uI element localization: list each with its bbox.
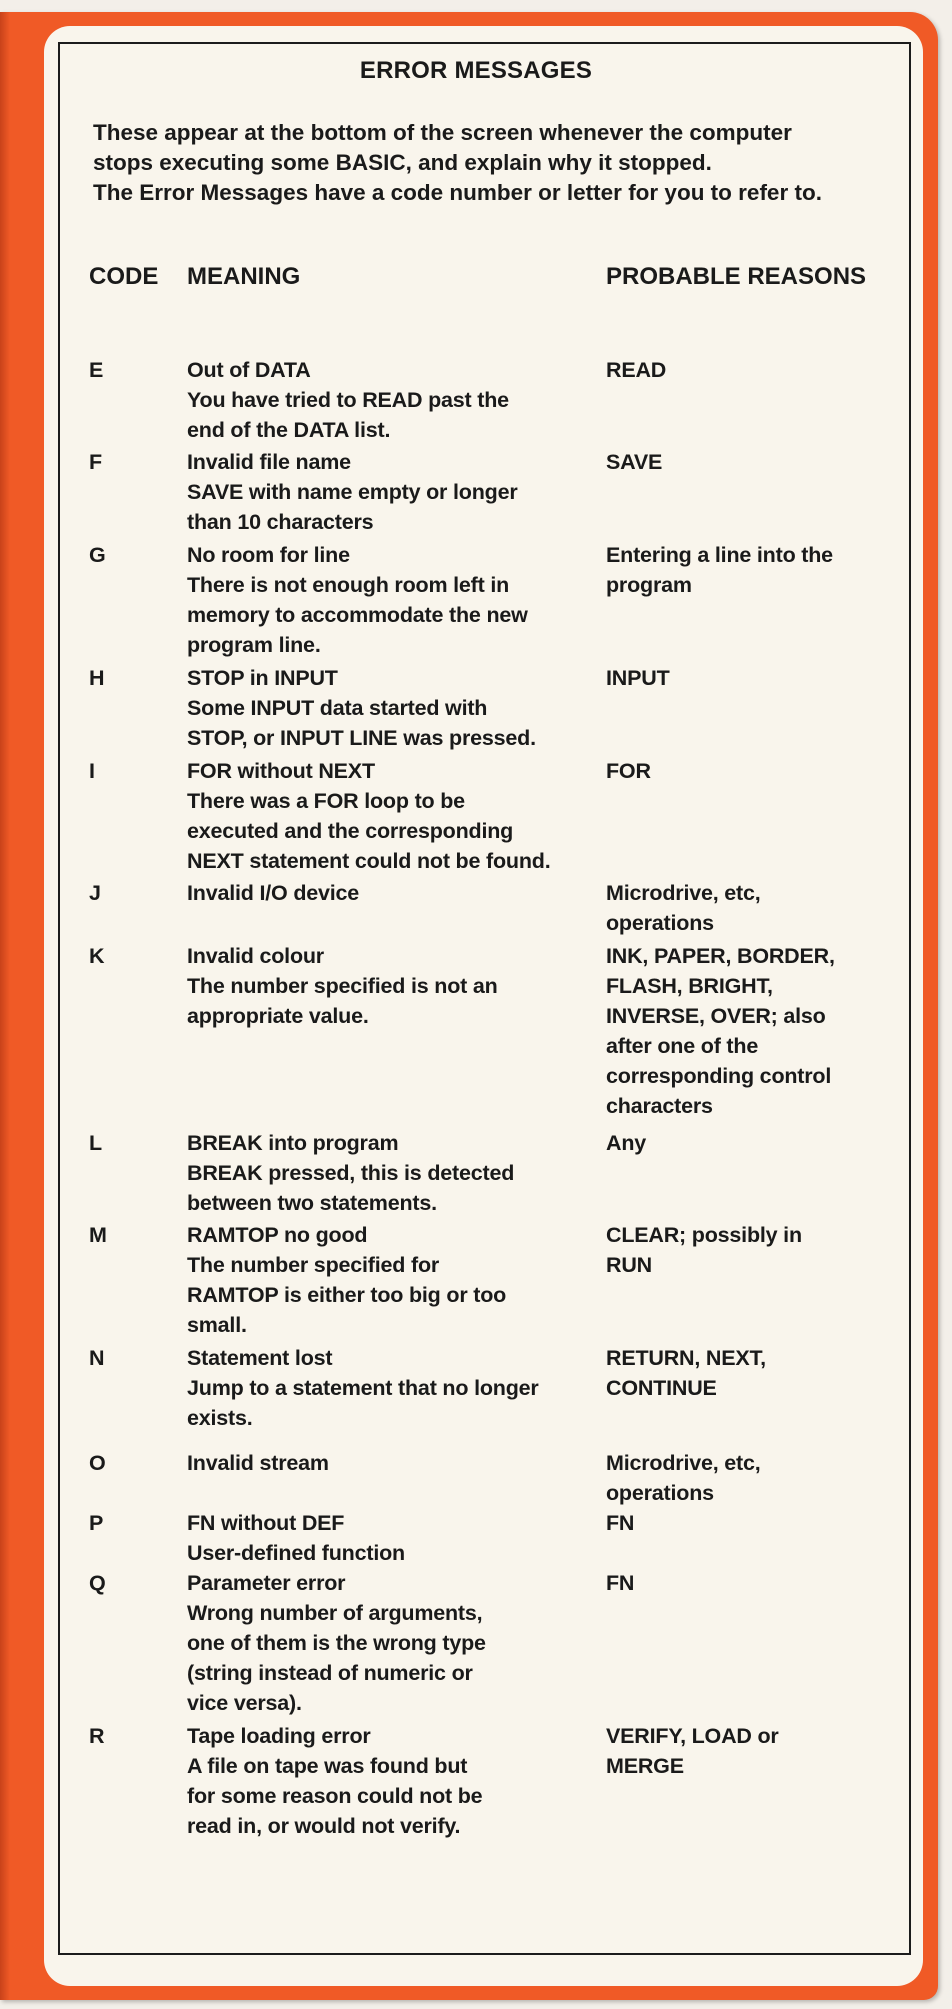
- meaning-line: program line.: [187, 633, 321, 657]
- error-code: Q: [89, 1571, 106, 1595]
- reason-line: INPUT: [606, 666, 670, 690]
- error-meaning: [187, 1508, 597, 1568]
- meaning-line: STOP in INPUT: [187, 666, 338, 690]
- reason-line: INK, PAPER, BORDER,: [606, 944, 835, 968]
- error-meaning: [187, 1448, 597, 1478]
- meaning-line: Some INPUT data started with: [187, 696, 488, 720]
- meaning-line: There is not enough room left in: [187, 573, 510, 597]
- meaning-line: Out of DATA: [187, 358, 311, 382]
- error-code: L: [89, 1131, 103, 1155]
- reason-line: CLEAR; possibly in: [606, 1223, 802, 1247]
- reason-line: Microdrive, etc,: [606, 881, 761, 905]
- intro-line: stops executing some BASIC, and explain why it stopped.: [93, 150, 712, 175]
- reason-line: FN: [606, 1571, 635, 1595]
- reason-line: after one of the: [606, 1034, 759, 1058]
- meaning-line: There was a FOR loop to be: [187, 789, 465, 813]
- error-reasons: [606, 540, 916, 600]
- reason-line: FOR: [606, 759, 651, 783]
- error-reasons: [606, 1508, 916, 1538]
- meaning-line: BREAK pressed, this is detected: [187, 1161, 515, 1185]
- intro-line: The Error Messages have a code number or letter for you to refer to.: [93, 180, 822, 205]
- reason-line: FLASH, BRIGHT,: [606, 974, 773, 998]
- meaning-line: The number specified for: [187, 1253, 440, 1277]
- meaning-line: Invalid I/O device: [187, 881, 360, 905]
- error-meaning: [187, 1128, 597, 1218]
- reason-line: Microdrive, etc,: [606, 1451, 761, 1475]
- error-code: M: [89, 1223, 107, 1247]
- error-meaning: [187, 540, 597, 660]
- error-meaning: [187, 1721, 597, 1841]
- error-code: H: [89, 666, 105, 690]
- reason-line: READ: [606, 358, 667, 382]
- meaning-line: than 10 characters: [187, 510, 374, 534]
- meaning-line: Invalid stream: [187, 1451, 329, 1475]
- intro-paragraph: [93, 118, 913, 208]
- meaning-line: RAMTOP is either too big or too: [187, 1283, 507, 1307]
- meaning-line: SAVE with name empty or longer: [187, 480, 518, 504]
- error-meaning: [187, 447, 597, 537]
- error-meaning: [187, 941, 597, 1031]
- reason-line: Any: [606, 1131, 647, 1155]
- header-meaning: MEANING: [187, 263, 301, 290]
- error-reasons: [606, 1568, 916, 1598]
- error-code: J: [89, 881, 101, 905]
- meaning-line: RAMTOP no good: [187, 1223, 368, 1247]
- error-meaning: [187, 1343, 597, 1433]
- error-code: G: [89, 543, 106, 567]
- meaning-line: FN without DEF: [187, 1511, 345, 1535]
- meaning-line: read in, or would not verify.: [187, 1814, 461, 1838]
- meaning-line: Wrong number of arguments,: [187, 1601, 483, 1625]
- error-meaning: [187, 756, 597, 876]
- reason-line: program: [606, 573, 692, 597]
- meaning-line: appropriate value.: [187, 1004, 369, 1028]
- meaning-line: A file on tape was found but: [187, 1754, 468, 1778]
- error-code: P: [89, 1511, 104, 1535]
- error-code: N: [89, 1346, 105, 1370]
- meaning-line: memory to accommodate the new: [187, 603, 528, 627]
- meaning-line: Parameter error: [187, 1571, 346, 1595]
- error-meaning: [187, 878, 597, 908]
- meaning-line: User-defined function: [187, 1541, 405, 1565]
- error-code: F: [89, 450, 103, 474]
- meaning-line: for some reason could not be: [187, 1784, 483, 1808]
- error-reasons: [606, 1448, 916, 1508]
- meaning-line: Tape loading error: [187, 1724, 371, 1748]
- meaning-line: one of them is the wrong type: [187, 1631, 486, 1655]
- meaning-line: BREAK into program: [187, 1131, 399, 1155]
- meaning-line: No room for line: [187, 543, 350, 567]
- error-reasons: [606, 663, 916, 693]
- meaning-line: NEXT statement could not be found.: [187, 849, 551, 873]
- reason-line: RETURN, NEXT,: [606, 1346, 766, 1370]
- error-reasons: [606, 878, 916, 938]
- header-reasons: PROBABLE REASONS: [606, 263, 867, 290]
- meaning-line: STOP, or INPUT LINE was pressed.: [187, 726, 536, 750]
- reason-line: CONTINUE: [606, 1376, 717, 1400]
- error-meaning: [187, 663, 597, 753]
- meaning-line: Invalid file name: [187, 450, 351, 474]
- reason-line: RUN: [606, 1253, 652, 1277]
- header-code: CODE: [89, 263, 159, 290]
- meaning-line: The number specified is not an: [187, 974, 498, 998]
- reason-line: corresponding control: [606, 1064, 832, 1088]
- error-code: O: [89, 1451, 106, 1475]
- card-spine: [0, 12, 10, 2000]
- reason-line: operations: [606, 1481, 714, 1505]
- meaning-line: small.: [187, 1313, 247, 1337]
- error-code: I: [89, 759, 95, 783]
- meaning-line: Jump to a statement that no longer: [187, 1376, 539, 1400]
- reason-line: FN: [606, 1511, 635, 1535]
- error-code: R: [89, 1724, 105, 1748]
- meaning-line: vice versa).: [187, 1691, 302, 1715]
- error-reasons: [606, 355, 916, 385]
- intro-line: These appear at the bottom of the screen whenever the computer: [93, 120, 792, 145]
- reason-line: operations: [606, 911, 714, 935]
- meaning-line: exists.: [187, 1406, 253, 1430]
- meaning-line: You have tried to READ past the: [187, 388, 509, 412]
- reason-line: MERGE: [606, 1754, 684, 1778]
- error-code: K: [89, 944, 105, 968]
- error-reasons: [606, 1220, 916, 1280]
- meaning-line: executed and the corresponding: [187, 819, 514, 843]
- error-code: E: [89, 358, 104, 382]
- error-reasons: [606, 447, 916, 477]
- error-meaning: [187, 1568, 597, 1718]
- error-reasons: [606, 941, 916, 1121]
- error-reasons: [606, 756, 916, 786]
- page-title: ERROR MESSAGES: [359, 57, 593, 84]
- error-reasons: [606, 1343, 916, 1403]
- meaning-line: end of the DATA list.: [187, 418, 391, 442]
- meaning-line: between two statements.: [187, 1191, 437, 1215]
- reason-line: Entering a line into the: [606, 543, 833, 567]
- meaning-line: Statement lost: [187, 1346, 333, 1370]
- error-reasons: [606, 1721, 916, 1781]
- reason-line: VERIFY, LOAD or: [606, 1724, 779, 1748]
- reason-line: characters: [606, 1094, 713, 1118]
- reason-line: INVERSE, OVER; also: [606, 1004, 826, 1028]
- reason-line: SAVE: [606, 450, 663, 474]
- error-reasons: [606, 1128, 916, 1158]
- meaning-line: (string instead of numeric or: [187, 1661, 473, 1685]
- error-meaning: [187, 355, 597, 445]
- meaning-line: Invalid colour: [187, 944, 324, 968]
- meaning-line: FOR without NEXT: [187, 759, 375, 783]
- error-meaning: [187, 1220, 597, 1340]
